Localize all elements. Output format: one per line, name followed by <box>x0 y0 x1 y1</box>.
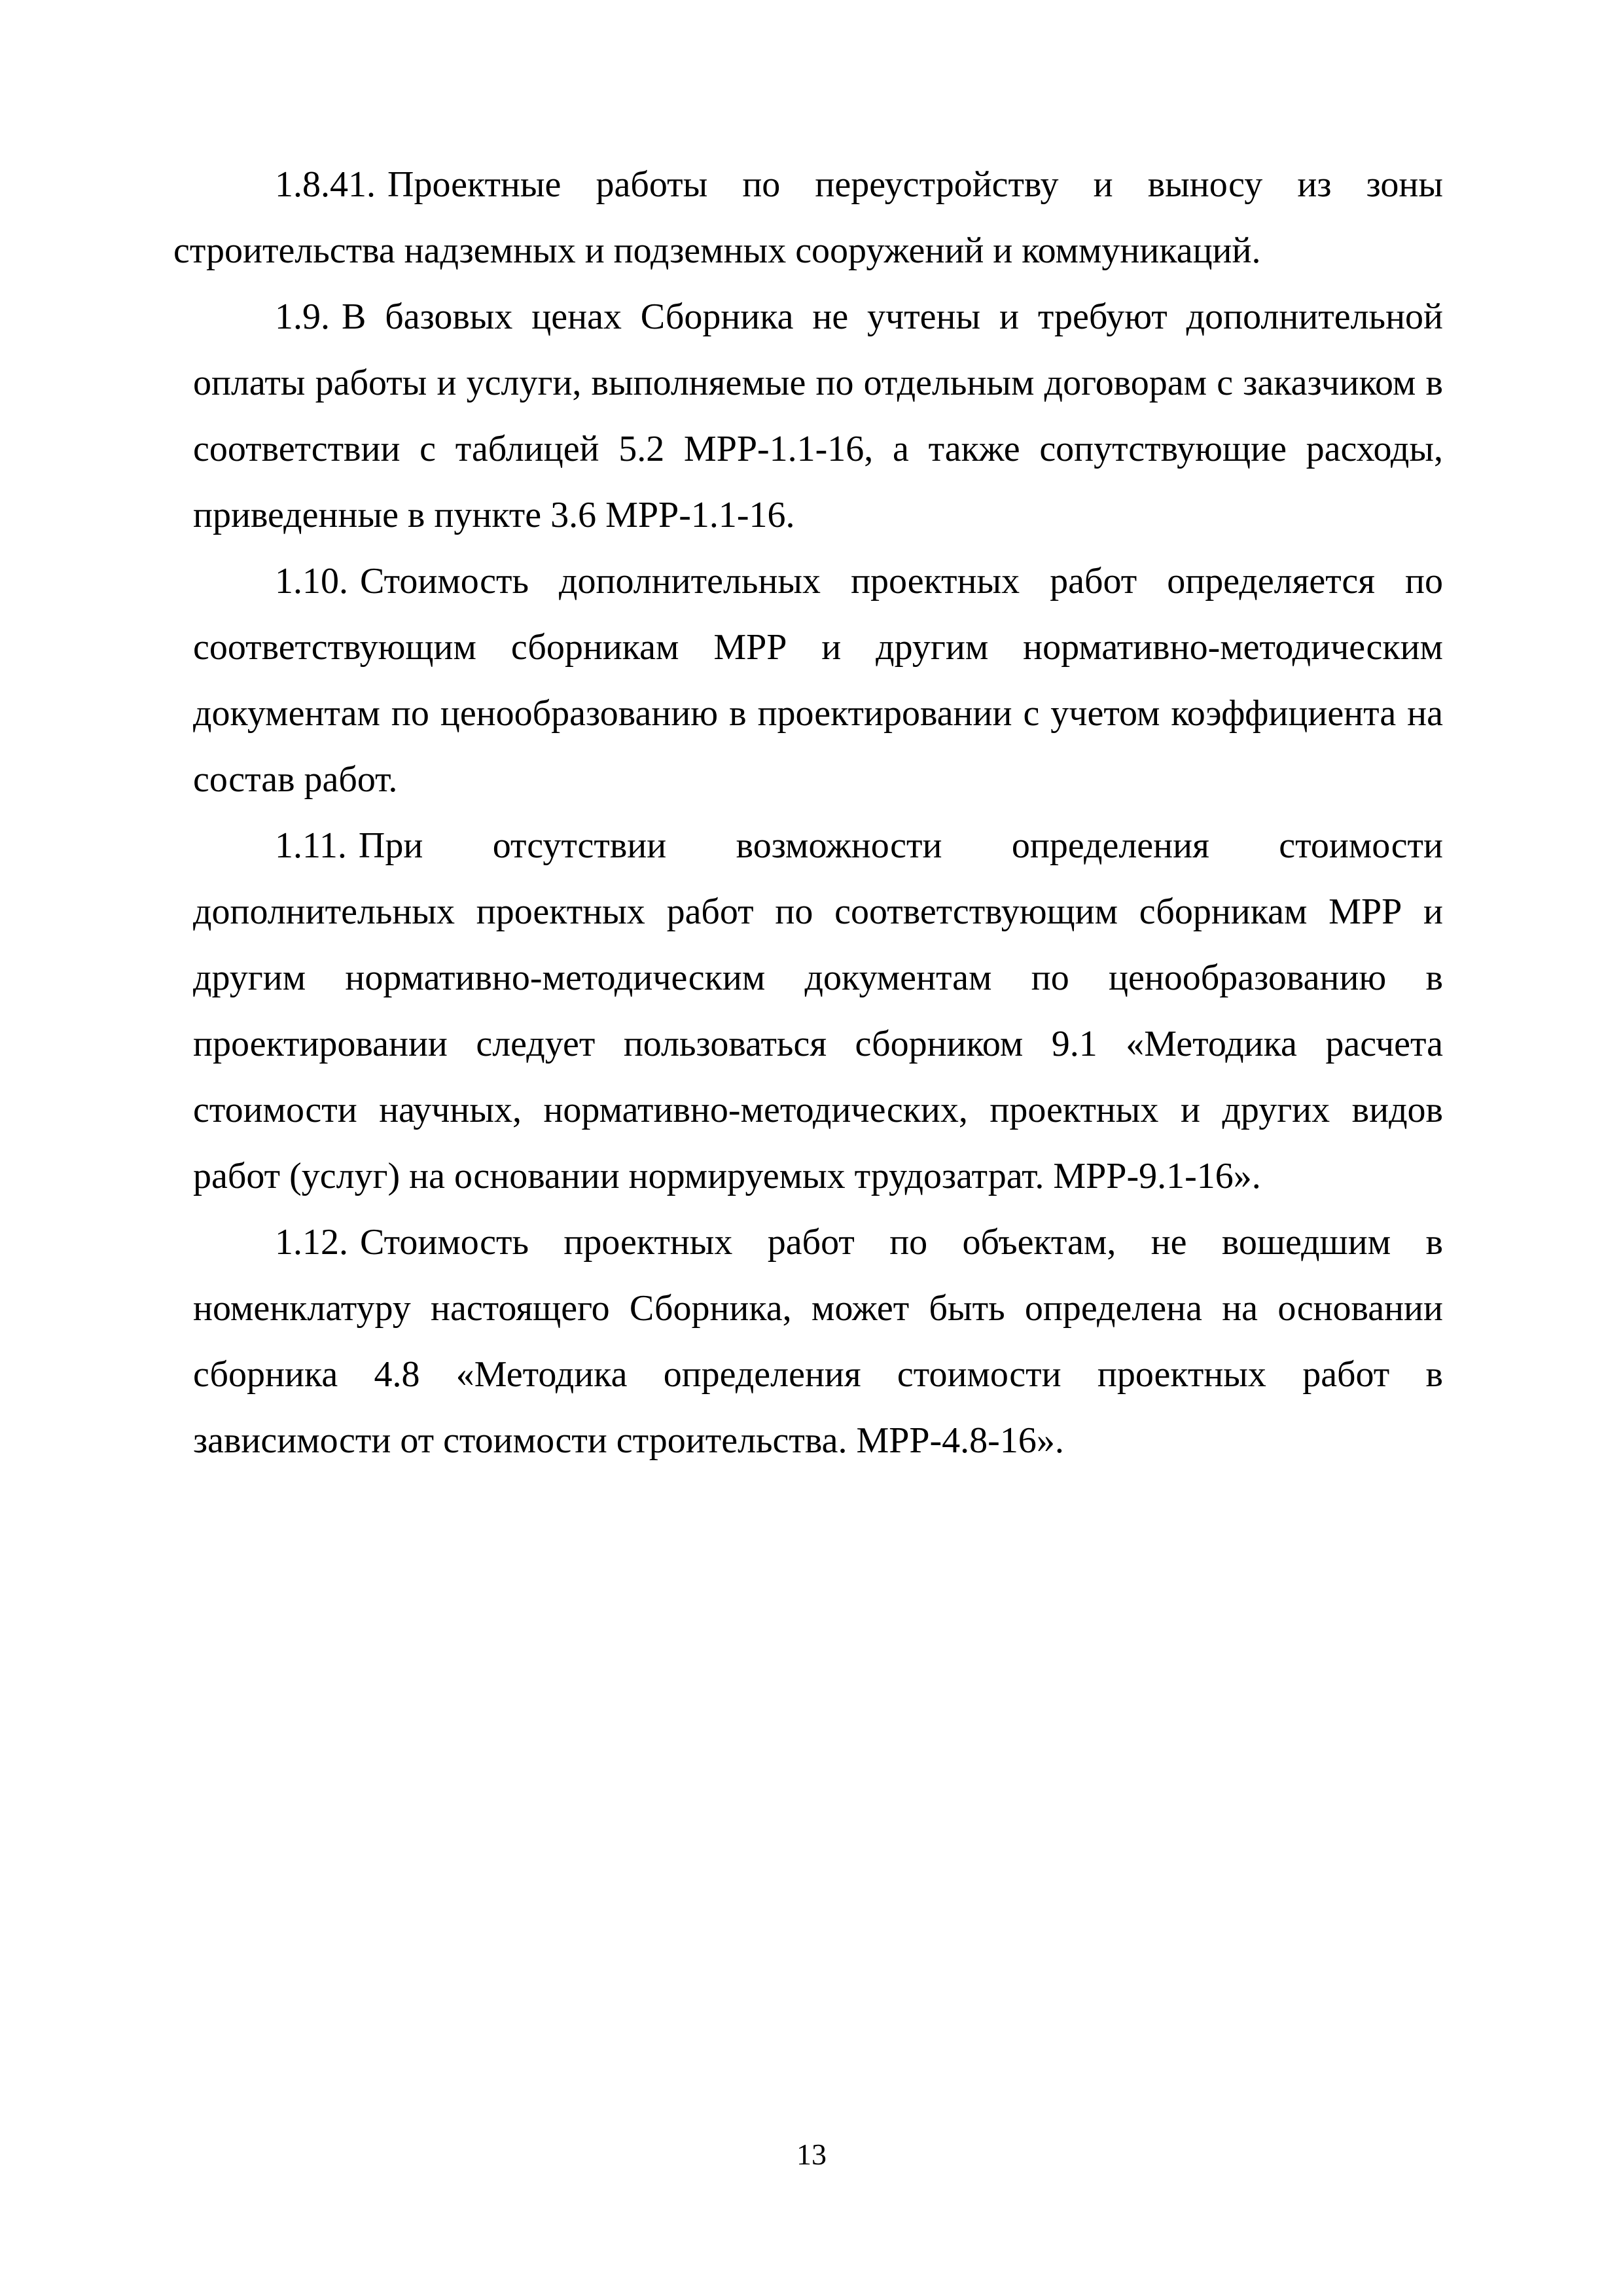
paragraph-1-12 <box>193 1210 1443 1474</box>
paragraph-text: В базовых ценах Сборника не учтены и требуют дополнительной оплаты работы и услуги, выполняемые по отдельным договорам с заказчиком в соответствии с таблицей 5.2 МРР-1.1-16, а также сопутствующие расходы, приведенные в пункте 3.6 МРР-1.1-16. <box>193 296 1443 535</box>
paragraph-number: 1.11. <box>275 825 347 866</box>
paragraph-number: 1.8.41. <box>275 164 376 205</box>
paragraph-number: 1.12. <box>275 1222 348 1263</box>
page-number: 13 <box>796 2138 827 2171</box>
body-text <box>173 152 1443 1474</box>
paragraph-text: Проектные работы по переустройству и выносу из зоны строительства надземных и подземных сооружений и коммуникаций. <box>173 164 1443 271</box>
paragraph-number: 1.10. <box>275 561 348 601</box>
paragraph-1-10 <box>193 548 1443 813</box>
paragraph-1-8-41 <box>173 152 1443 284</box>
paragraph-text: При отсутствии возможности определения стоимости дополнительных проектных работ по соответствующим сборникам МРР и другим нормативно-методическим документам по ценообразованию в проектировании следует пользоваться сборником 9.1 «Методика расчета стоимости научных, нормативно-методических, проектных и других видов работ (услуг) на основании нормируемых трудозатрат. МРР-9.1-16». <box>193 825 1443 1196</box>
paragraph-1-11 <box>193 813 1443 1210</box>
paragraph-number: 1.9. <box>275 296 330 337</box>
paragraph-text: Стоимость дополнительных проектных работ определяется по соответствующим сборникам МРР и другим нормативно-методическим документам по ценообразованию в проектировании с учетом коэффициента на состав работ. <box>193 561 1443 800</box>
paragraph-text: Стоимость проектных работ по объектам, не вошедшим в номенклатуру настоящего Сборника, может быть определена на основании сборника 4.8 «Методика определения стоимости проектных работ в зависимости от стоимости строительства. МРР-4.8-16». <box>193 1222 1443 1461</box>
paragraph-1-9 <box>193 284 1443 548</box>
